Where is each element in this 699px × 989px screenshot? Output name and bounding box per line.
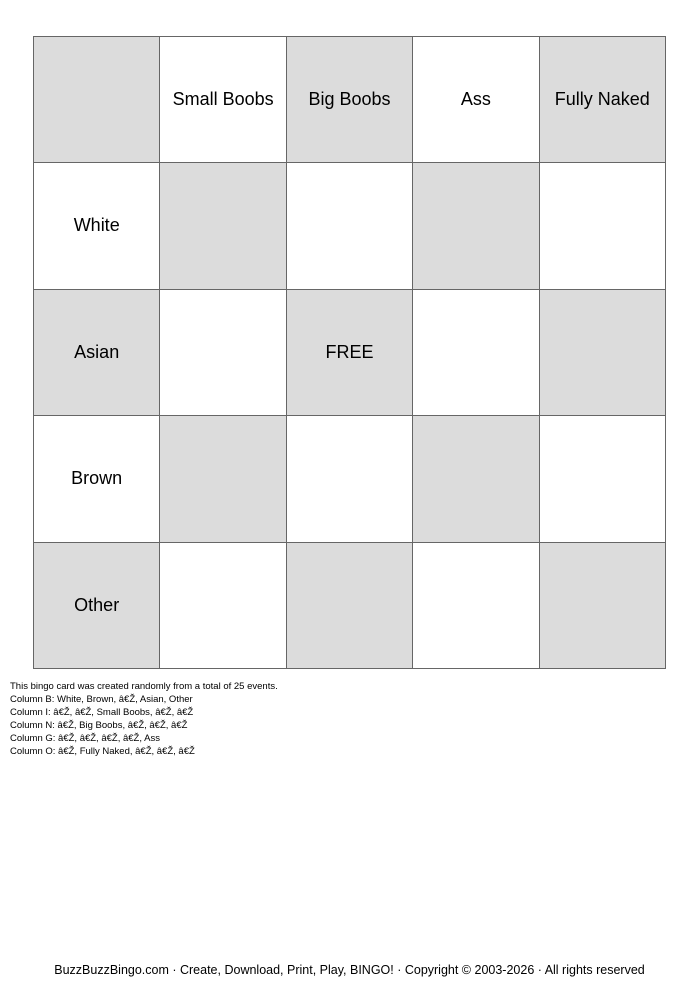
column-g-line: Column G: â€Ž, â€Ž, â€Ž, â€Ž, Ass	[10, 733, 160, 744]
column-b-line: Column B: White, Brown, â€Ž, Asian, Other	[10, 694, 193, 705]
column-i-line: Column I: â€Ž, â€Ž, Small Boobs, â€Ž, â€Ž	[10, 707, 194, 718]
bingo-cell	[287, 543, 413, 669]
bingo-cell	[34, 37, 160, 163]
bingo-cell	[540, 416, 666, 542]
bingo-cell: White	[34, 163, 160, 289]
footer-copyright: BuzzBuzzBingo.com · Create, Download, Print, Play, BINGO! · Copyright © 2003-2026 · All rights reserved	[54, 963, 645, 977]
bingo-cell	[160, 163, 286, 289]
bingo-cell	[540, 163, 666, 289]
bingo-cell	[160, 290, 286, 416]
info-intro: This bingo card was created randomly from a total of 25 events.	[10, 681, 278, 692]
bingo-cell: Brown	[34, 416, 160, 542]
bingo-cell: Ass	[413, 37, 539, 163]
bingo-cell	[160, 543, 286, 669]
bingo-cell: Fully Naked	[540, 37, 666, 163]
bingo-cell: Small Boobs	[160, 37, 286, 163]
bingo-cell	[413, 163, 539, 289]
bingo-card	[33, 36, 666, 669]
bingo-cell	[413, 543, 539, 669]
bingo-cell	[287, 163, 413, 289]
column-o-line: Column O: â€Ž, Fully Naked, â€Ž, â€Ž, â€Ž	[10, 746, 195, 757]
bingo-cell: Big Boobs	[287, 37, 413, 163]
column-n-line: Column N: â€Ž, Big Boobs, â€Ž, â€Ž, â€Ž	[10, 720, 188, 731]
card-info	[10, 680, 278, 758]
free-space-cell: FREE	[287, 290, 413, 416]
bingo-cell	[287, 416, 413, 542]
bingo-cell	[160, 416, 286, 542]
bingo-cell	[413, 416, 539, 542]
bingo-cell	[540, 543, 666, 669]
bingo-cell	[413, 290, 539, 416]
bingo-cell: Asian	[34, 290, 160, 416]
bingo-cell	[540, 290, 666, 416]
bingo-cell: Other	[34, 543, 160, 669]
